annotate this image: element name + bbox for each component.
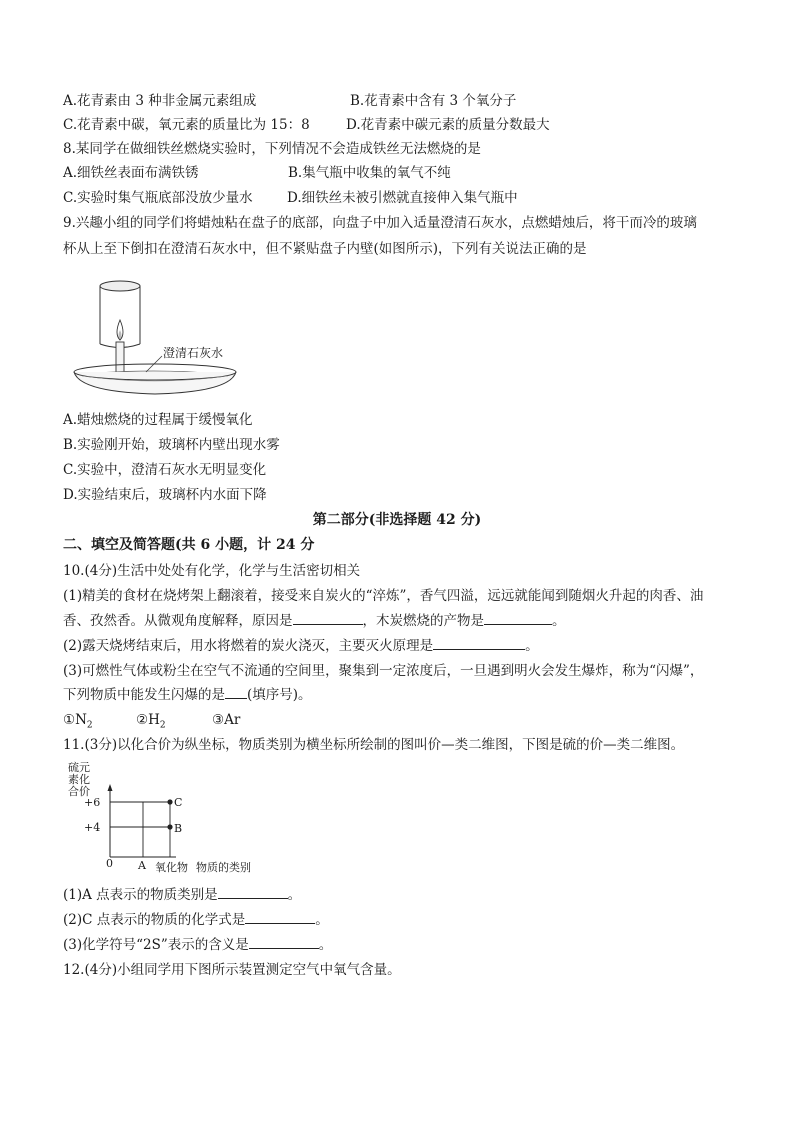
section2-title: 二、填空及简答题(共 6 小题，计 24 分: [63, 537, 315, 553]
q8-option-d: D.细铁丝未被引燃就直接伸入集气瓶中: [287, 190, 518, 206]
q10-part3-line1: (3)可燃性气体或粉尘在空气不流通的空间里，聚集到一定浓度后，一旦遇到明火会发生爆炸，称为“闪爆”，: [63, 663, 704, 679]
q9-option-c: C.实验中，澄清石灰水无明显变化: [63, 462, 267, 478]
q9-option-b: B.实验刚开始，玻璃杯内壁出现水雾: [63, 437, 280, 453]
q10-stem: 10.(4分)生活中处处有化学，化学与生活密切相关: [63, 563, 361, 579]
part2-title: 第二部分(非选择题 42 分): [312, 512, 482, 528]
point-c-marker: [167, 799, 172, 804]
q10-part1-text-c: 。: [552, 613, 566, 629]
q10-answer-blank-4[interactable]: [225, 686, 247, 699]
q11-answer-blank-1[interactable]: [218, 886, 288, 899]
point-b-label: B: [174, 822, 183, 835]
q10-choice-1: $①N_2$: [63, 712, 93, 731]
q10-choice-3: ③Ar: [212, 712, 241, 728]
sulfur-valence-class-chart: [64, 760, 264, 875]
x-category-a: A: [138, 859, 146, 872]
q10-answer-blank-2[interactable]: [484, 612, 552, 625]
q12-stem: 12.(4分)小组同学用下图所示装置测定空气中氧气含量。: [63, 962, 401, 978]
point-c-label: C: [174, 796, 183, 809]
point-b-marker: [167, 824, 172, 829]
q7-option-d: D.花青素中碳元素的质量分数最大: [346, 117, 550, 133]
q10-part1-line1: (1)精美的食材在烧烤架上翻滚着，接受来自炭火的“淬炼”，香气四溢，远远就能闻到随烟火升起的肉香、油: [63, 588, 704, 604]
q11-part1: (1)A 点表示的物质类别是 。: [63, 887, 302, 903]
q9-option-d: D.实验结束后，玻璃杯内水面下降: [63, 487, 267, 503]
origin-label: 0: [106, 857, 113, 870]
q10-part3-text-b: (填序号)。: [247, 687, 312, 703]
candle-experiment-figure: [70, 268, 240, 400]
q8-stem: 8.某同学在做细铁丝燃烧实验时，下列情况不会造成铁丝无法燃烧的是: [63, 141, 481, 157]
q8-option-a: A.细铁丝表面布满铁锈: [63, 165, 199, 181]
y-axis-label: 硫元 素化 合价: [68, 761, 90, 798]
q10-part3-line2: [63, 686, 312, 704]
x-axis-label: 物质的类别: [196, 861, 251, 874]
q10-part1-text-b: ，木炭燃烧的产物是: [362, 613, 484, 629]
y-tick-plus4: +4: [84, 821, 101, 834]
q10-part2: [63, 637, 539, 655]
q11-part2: (2)C 点表示的物质的化学式是 。: [63, 912, 329, 928]
q10-choice-2: $②H_2$: [136, 712, 166, 731]
q10-part1-line2: [63, 612, 566, 630]
q10-part2-text-b: 。: [525, 638, 539, 654]
q11-stem: 11.(3分)以化合价为纵坐标，物质类别为横坐标所绘制的图叫价—类二维图，下图是硫的价—类二维图。: [63, 737, 685, 753]
q8-option-b: B.集气瓶中收集的氧气不纯: [288, 165, 451, 181]
q10-answer-blank-1[interactable]: [293, 612, 363, 625]
q10-part2-text-a: (2)露天烧烤结束后，用水将燃着的炭火浇灭，主要灭火原理是: [63, 638, 434, 654]
q7-option-b: B.花青素中含有 3 个氧分子: [350, 93, 517, 109]
q10-part1-text-a: 香、孜然香。从微观角度解释，原因是: [63, 613, 293, 629]
q9-stem-line2: 杯从上至下倒扣在澄清石灰水中，但不紧贴盘子内壁(如图所示)，下列有关说法正确的是: [63, 241, 587, 257]
q9-stem-line1: 9.兴趣小组的同学们将蜡烛粘在盘子的底部，向盘子中加入适量澄清石灰水，点燃蜡烛后，将干而冷的玻璃: [63, 215, 697, 231]
q10-answer-blank-3[interactable]: [433, 637, 525, 650]
q7-option-c: C.花青素中碳，氧元素的质量比为 15：8: [63, 117, 310, 133]
q11-answer-blank-2[interactable]: [245, 911, 315, 924]
q10-part3-text-a: 下列物质中能发生闪爆的是: [63, 687, 225, 703]
limewater-label: 澄清石灰水: [163, 346, 224, 360]
y-tick-plus6: +6: [84, 796, 101, 809]
x-category-oxide: 氧化物: [155, 861, 188, 874]
q8-option-c: C.实验时集气瓶底部没放少量水: [63, 190, 253, 206]
q11-answer-blank-3[interactable]: [249, 936, 319, 949]
q11-part3: (3)化学符号“2S”表示的含义是 。: [63, 937, 333, 953]
q9-option-a: A.蜡烛燃烧的过程属于缓慢氧化: [63, 412, 253, 428]
q7-option-a: A.花青素由 3 种非金属元素组成: [63, 93, 257, 109]
